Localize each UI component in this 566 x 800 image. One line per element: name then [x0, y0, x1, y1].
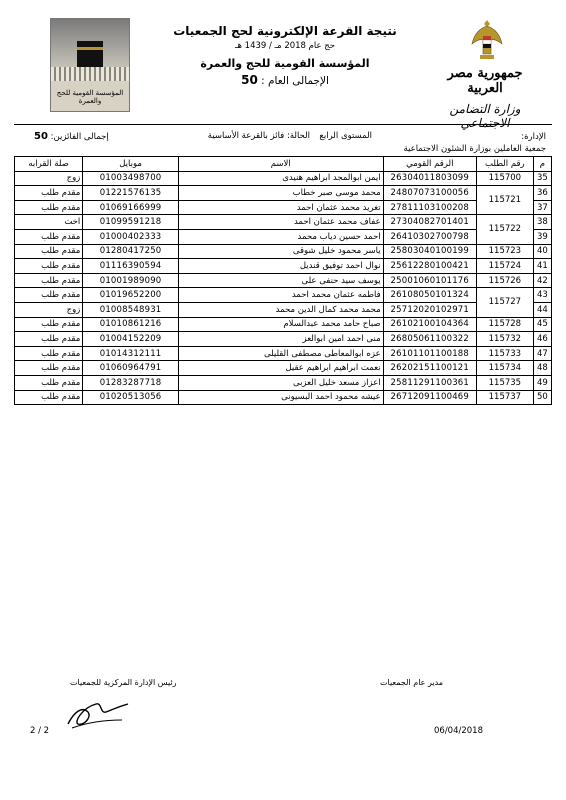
cell-national-id: 26202151100121 [383, 361, 476, 376]
status-value: فائز بالقرعة الأساسية [207, 131, 285, 141]
col-header-name: الاسم [178, 157, 383, 172]
administration-value: جمعية العاملين بوزارة الشئون الاجتماعية [403, 144, 546, 154]
cell-request-number: 115734 [476, 361, 533, 376]
table-row [15, 244, 552, 259]
cell-request-number: 115723 [476, 244, 533, 259]
cell-mobile: 01010861216 [83, 317, 179, 332]
cell-name: عيشه محمود احمد البسيونى [178, 390, 383, 405]
kaaba-icon [77, 41, 103, 67]
cell-request-number: 115732 [476, 332, 533, 347]
cell-national-id: 26410302700798 [383, 229, 476, 244]
table-row [15, 346, 552, 361]
cell-mobile: 01283287718 [83, 375, 179, 390]
cell-name: فاطمه عثمان محمد احمد [178, 288, 383, 303]
cell-name: عفاف محمد عثمان احمد [178, 215, 383, 230]
cell-request-number: 115737 [476, 390, 533, 405]
table-row [15, 332, 552, 347]
cell-name: صباح حامد محمد عبدالسلام [178, 317, 383, 332]
cell-relation: مقدم طلب [15, 317, 83, 332]
logo-crowd [51, 67, 129, 81]
cell-name: تغريد محمد عثمان احمد [178, 200, 383, 215]
cell-index: 40 [533, 244, 551, 259]
cell-mobile: 01020513056 [83, 390, 179, 405]
cell-national-id: 26304011803099 [383, 171, 476, 186]
cell-relation: مقدم طلب [15, 186, 83, 201]
cell-index: 36 [533, 186, 551, 201]
administration [386, 131, 546, 155]
logo-caption: المؤسسة القومية للحج والعمرة [56, 89, 124, 105]
table-body [15, 171, 552, 405]
cell-mobile: 01004152209 [83, 332, 179, 347]
page-number: 2 / 2 [30, 726, 50, 736]
status [208, 131, 310, 141]
table-row [15, 361, 552, 376]
table-row [15, 288, 552, 303]
cell-relation: مقدم طلب [15, 361, 83, 376]
table-row [15, 375, 552, 390]
kaaba-band [77, 47, 103, 50]
cell-national-id: 24807073100056 [383, 186, 476, 201]
results-table [14, 156, 552, 405]
cell-request-number: 115728 [476, 317, 533, 332]
cell-relation: مقدم طلب [15, 332, 83, 347]
country-name: جمهورية مصر العربية [447, 66, 523, 96]
cell-index: 48 [533, 361, 551, 376]
cell-request-number: 115721 [476, 186, 533, 215]
signature-label-director: مدير عام الجمعيات [380, 678, 444, 687]
cell-mobile: 01014312111 [83, 346, 179, 361]
table-row [15, 186, 552, 201]
cell-name: محمد موسى صبر خطاب [178, 186, 383, 201]
cell-request-number: 115727 [476, 288, 533, 317]
cell-mobile: 01008548931 [83, 302, 179, 317]
grand-total-label: الإجمالى العام : [261, 75, 329, 87]
cell-index: 41 [533, 259, 551, 274]
cell-relation: مقدم طلب [15, 390, 83, 405]
cell-mobile: 01116390594 [83, 259, 179, 274]
cell-index: 37 [533, 200, 551, 215]
cell-mobile: 01060964791 [83, 361, 179, 376]
col-header-index: م [533, 157, 551, 172]
header-block [170, 24, 400, 87]
cell-national-id: 25803040100199 [383, 244, 476, 259]
cell-mobile: 01019652200 [83, 288, 179, 303]
col-header-relation: صلة القرابه [15, 157, 83, 172]
cell-relation: مقدم طلب [15, 229, 83, 244]
cell-national-id: 26102100104364 [383, 317, 476, 332]
cell-name: محمد محمد كمال الدين محمد [178, 302, 383, 317]
table-row [15, 229, 552, 244]
page-title: نتيجة القرعة الإلكترونية لحج الجمعيات [173, 24, 397, 38]
cell-relation: مقدم طلب [15, 346, 83, 361]
table-header-row [15, 157, 552, 172]
cell-mobile: 01069166999 [83, 200, 179, 215]
cell-national-id: 26805061100322 [383, 332, 476, 347]
eagle-emblem-icon [470, 18, 504, 62]
table-row [15, 273, 552, 288]
cell-national-id: 25811291100361 [383, 375, 476, 390]
organization-name: المؤسسة القومية للحج والعمرة [200, 57, 370, 70]
header-divider [14, 124, 552, 125]
ministry-name: وزارة التضامن الاجتماعي [449, 102, 521, 130]
cell-index: 38 [533, 215, 551, 230]
cell-relation: مقدم طلب [15, 375, 83, 390]
table-row [15, 317, 552, 332]
cell-national-id: 26101101100188 [383, 346, 476, 361]
table-row [15, 390, 552, 405]
cell-name: اعزاز مسعد خليل العزبى [178, 375, 383, 390]
cell-relation: زوج [15, 171, 83, 186]
cell-national-id: 25612280100421 [383, 259, 476, 274]
print-date: 06/04/2018 [434, 726, 483, 736]
col-header-national-id: الرقم القومي [383, 157, 476, 172]
cell-mobile: 01099591218 [83, 215, 179, 230]
cell-national-id: 27811103100208 [383, 200, 476, 215]
cell-mobile: 01000402333 [83, 229, 179, 244]
cell-name: ايمن ابوالمجد ابراهيم هنيدى [178, 171, 383, 186]
table-row [15, 200, 552, 215]
cell-mobile: 01001989090 [83, 273, 179, 288]
cell-request-number: 115722 [476, 215, 533, 244]
table-row [15, 302, 552, 317]
cell-index: 45 [533, 317, 551, 332]
cell-name: يوسف سيد حنفى على [178, 273, 383, 288]
cell-request-number: 115733 [476, 346, 533, 361]
cell-index: 43 [533, 288, 551, 303]
kaaba-logo [50, 18, 130, 112]
cell-national-id: 25712020102971 [383, 302, 476, 317]
info-bar [14, 131, 552, 155]
cell-name: نعمت ابراهيم ابراهيم عقيل [178, 361, 383, 376]
cell-index: 39 [533, 229, 551, 244]
cell-index: 46 [533, 332, 551, 347]
cell-mobile: 01221576135 [83, 186, 179, 201]
cell-relation: مقدم طلب [15, 200, 83, 215]
cell-relation: زوج [15, 302, 83, 317]
cell-name: عزه ابوالمعاطى مصطفى القليلى [178, 346, 383, 361]
winners-label: إجمالى الفائزين: [50, 132, 109, 142]
signature-label-head: رئيس الإدارة المركزية للجمعيات [70, 678, 177, 687]
col-header-mobile: موبايل [83, 157, 179, 172]
grand-total [170, 73, 400, 87]
cell-name: احمد حسين دياب محمد [178, 229, 383, 244]
cell-mobile: 01280417250 [83, 244, 179, 259]
cell-relation: اخت [15, 215, 83, 230]
cell-name: ياسر محمود خليل شوقى [178, 244, 383, 259]
cell-relation: مقدم طلب [15, 273, 83, 288]
cell-index: 47 [533, 346, 551, 361]
cell-relation: مقدم طلب [15, 244, 83, 259]
cell-name: نوال احمد توفيق قنديل [178, 259, 383, 274]
cell-index: 44 [533, 302, 551, 317]
cell-national-id: 25001060101176 [383, 273, 476, 288]
cell-relation: مقدم طلب [15, 259, 83, 274]
winners-value: 50 [34, 131, 48, 142]
cell-request-number: 115700 [476, 171, 533, 186]
handwritten-signature [62, 690, 132, 732]
cell-relation: مقدم طلب [15, 288, 83, 303]
cell-name: منى احمد امين ابوالعز [178, 332, 383, 347]
cell-index: 35 [533, 171, 551, 186]
grand-total-value: 50 [241, 73, 258, 87]
cell-index: 42 [533, 273, 551, 288]
cell-request-number: 115735 [476, 375, 533, 390]
administration-label: الإدارة: [521, 132, 546, 142]
cell-request-number: 115724 [476, 259, 533, 274]
cell-mobile: 01003498700 [83, 171, 179, 186]
col-header-request: رقم الطلب [476, 157, 533, 172]
cell-national-id: 26712091100469 [383, 390, 476, 405]
winners-total [34, 131, 109, 142]
cell-national-id: 27304082701401 [383, 215, 476, 230]
issuer-block [430, 66, 540, 130]
page-subtitle: حج عام 2018 مـ / 1439 هـ [234, 41, 336, 51]
cell-request-number: 115726 [476, 273, 533, 288]
level: المستوى الرابع [319, 131, 372, 141]
cell-index: 49 [533, 375, 551, 390]
cell-index: 50 [533, 390, 551, 405]
table-row [15, 259, 552, 274]
status-label: الحالة: [286, 131, 310, 141]
cell-national-id: 26108050101324 [383, 288, 476, 303]
table-row [15, 215, 552, 230]
table-row [15, 171, 552, 186]
